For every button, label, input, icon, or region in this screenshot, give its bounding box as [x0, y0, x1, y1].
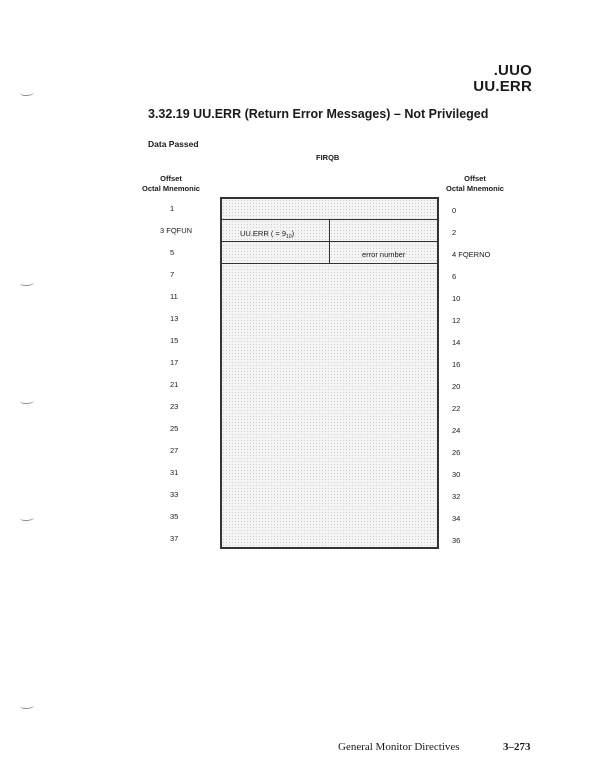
right-offset-label: 22 [452, 404, 461, 413]
left-header-offset: Offset [160, 174, 182, 183]
left-offset-label: 25 [170, 424, 179, 433]
page-number: 3–273 [503, 741, 531, 753]
right-header-offset: Offset [464, 174, 486, 183]
section-heading: 3.32.19 UU.ERR (Return Error Messages) – Not Privileged [148, 107, 489, 121]
left-offset-label: 33 [170, 490, 179, 499]
right-offset-label: 26 [452, 448, 461, 457]
right-offset-label: 14 [452, 338, 461, 347]
right-offset-label: 4 FQERNO [452, 250, 491, 259]
table-title: FIRQB [316, 153, 340, 162]
left-offset-label: 37 [170, 534, 179, 543]
left-offset-label: 1 [170, 204, 175, 213]
left-offset-label: 15 [170, 336, 179, 345]
right-offset-label: 30 [452, 470, 461, 479]
binder-mark [20, 515, 34, 521]
cell-uu-err-main: UU.ERR ( = 9 [240, 229, 287, 238]
right-offset-label: 34 [452, 514, 461, 523]
left-offset-label: 11 [170, 292, 178, 301]
cell-uu-err [240, 229, 294, 240]
right-offset-label: 24 [452, 426, 461, 435]
cell-uu-err-close: ) [291, 229, 295, 238]
firqb-table [220, 197, 439, 549]
binder-mark [20, 398, 34, 404]
left-offset-label: 3 FQFUN [160, 226, 193, 235]
header-title-uu-err: UU.ERR [473, 78, 532, 95]
right-offset-label: 10 [452, 294, 461, 303]
left-offset-label: 5 [170, 248, 175, 257]
left-offset-label: 17 [170, 358, 179, 367]
right-header-octal-mnemonic: Octal Mnemonic [446, 184, 504, 193]
cell-uu-err-subscript: 10 [286, 234, 292, 240]
right-offset-label: 20 [452, 382, 461, 391]
binder-mark [20, 90, 34, 96]
cell-error-number: error number [362, 250, 406, 259]
right-offset-label: 32 [452, 492, 461, 501]
right-offset-label: 0 [452, 206, 457, 215]
left-offset-label: 21 [170, 380, 179, 389]
right-offset-label: 6 [452, 272, 457, 281]
data-passed-label: Data Passed [148, 139, 199, 149]
left-offset-label: 27 [170, 446, 179, 455]
left-offset-label: 7 [170, 270, 175, 279]
left-header-octal-mnemonic: Octal Mnemonic [142, 184, 200, 193]
left-offset-label: 35 [170, 512, 179, 521]
row-divider [222, 263, 437, 264]
left-column-header [121, 174, 221, 194]
right-column-header [439, 174, 511, 194]
byte-divider [329, 219, 330, 263]
binder-mark [20, 703, 34, 709]
left-offset-label: 13 [170, 314, 179, 323]
right-offset-label: 16 [452, 360, 461, 369]
binder-mark [20, 280, 34, 286]
left-offset-label: 31 [170, 468, 179, 477]
footer-text: General Monitor Directives [338, 741, 460, 753]
right-offset-label: 12 [452, 316, 461, 325]
left-offset-label: 23 [170, 402, 179, 411]
right-offset-label: 2 [452, 228, 457, 237]
right-offset-label: 36 [452, 536, 461, 545]
header-title-uuo: .UUO [493, 62, 532, 79]
